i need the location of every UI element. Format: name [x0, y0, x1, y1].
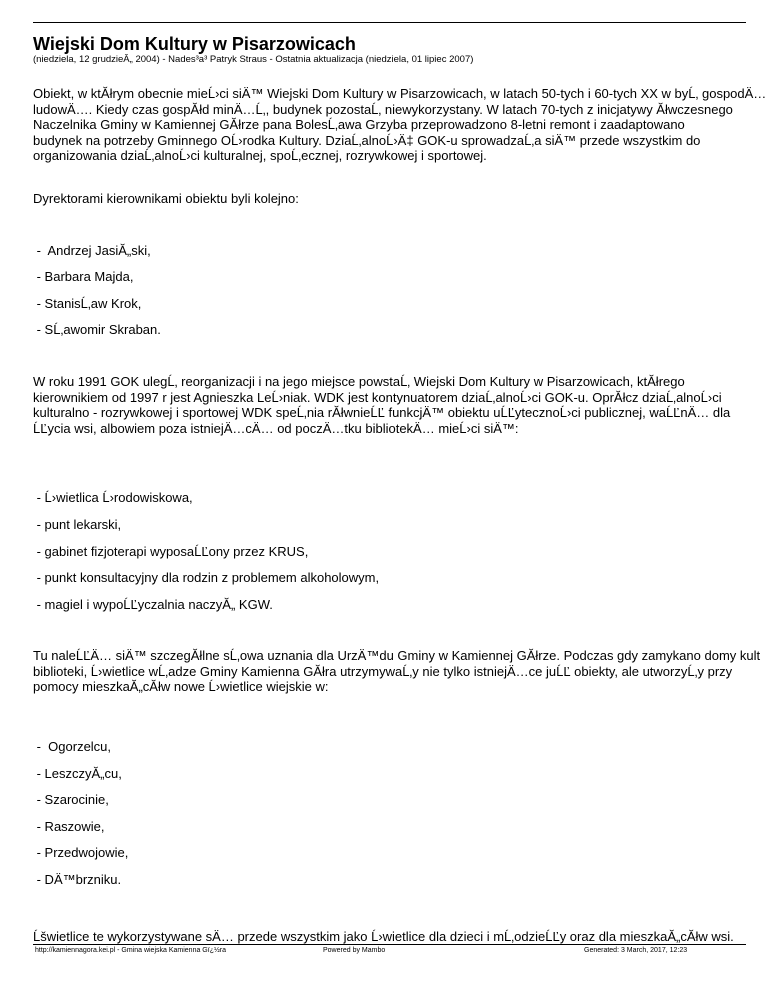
footer-rule — [33, 944, 746, 945]
list-item: - Szarocinie, — [33, 792, 109, 808]
document-body — [33, 34, 768, 888]
history-paragraph — [33, 374, 768, 436]
footer-site-url: http://kamiennagora.kei.pl - Gmina wiejska Kamienna Gï¿½ra — [35, 947, 227, 954]
list-item: - DÄ™brzniku. — [33, 872, 122, 888]
list-item: - Ĺ›wietlica Ĺ›rodowiskowa, — [33, 490, 193, 506]
closing-sentence: Ĺšwietlice te wykorzystywane sÄ… przede wszystkim jako Ĺ›wietlice dla dzieci i mĹ‚odzieĹĽy oraz dla mieszkaĂ„cĂłw wsi. — [33, 929, 734, 944]
text-line: organizowania dziaĹ‚alnoĹ›ci kulturalnej, spoĹ‚ecznej, rozrywkowej i sportowej. — [33, 148, 487, 164]
list-item: - LeszczyĂ„cu, — [33, 765, 122, 781]
text-line: budynek na potrzeby Gminnego OĹ›rodka Kultury. DziaĹ‚alnoĹ›Ä‡ GOK-u sprowadzaĹ‚a siÄ™ przede wszystkim do — [33, 132, 701, 148]
top-rule — [33, 22, 746, 23]
list-item: - magiel i wypoĹĽyczalnia naczyĂ„ KGW. — [33, 596, 273, 612]
list-item: - SĹ‚awomir Skraban. — [33, 322, 161, 338]
footer-generated-date: Generated: 3 March, 2017, 12:23 — [584, 947, 688, 954]
acknowledgement-paragraph — [33, 648, 768, 695]
text-line: ludowÄ…. Kiedy czas gospĂłd minÄ…Ĺ‚, budynek pozostaĹ‚ niewykorzystany. W latach 70-tych z inicjatywy Ăłwczesnego — [33, 101, 733, 117]
text-line: ĹĽycia wsi, albowiem poza istniejÄ…cÄ… od poczÄ…tku bibliotekÄ… mieĹ›ci siÄ™: — [33, 420, 519, 436]
text-line: Tu naleĹĽÄ… siÄ™ szczegĂłlne sĹ‚owa uznania dla UrzÄ™du Gminy w Kamiennej GĂłrze. Podczas gdy zamykano domy kult — [33, 648, 761, 664]
list-item: - Raszowie, — [33, 818, 105, 834]
list-item: - gabinet fizjoterapi wyposaĹĽony przez KRUS, — [33, 543, 309, 559]
intro-paragraph — [33, 86, 768, 164]
text-line: W roku 1991 GOK ulegĹ‚ reorganizacji i na jego miejsce powstaĹ‚ Wiejski Dom Kultury w Pisarzowicach, ktĂłrego — [33, 373, 685, 389]
facilities-list — [33, 490, 768, 612]
list-item: - Przedwojowie, — [33, 845, 129, 861]
text-line: kierownikiem od 1997 r jest Agnieszka LeĹ›niak. WDK jest kontynuatorem dziaĹ‚alnoĹ›ci GOK-u. OprĂłcz dziaĹ‚alnoĹ›ci — [33, 389, 722, 405]
article-meta: (niedziela, 12 grudzieĂ„ 2004) - Nades³a³ Patryk Straus - Ostatnia aktualizacja (niedziela, 01 lipiec 2007) — [33, 54, 474, 65]
list-item: - Andrzej JasiĂ„ski, — [33, 242, 151, 258]
list-item: - StanisĹ‚aw Krok, — [33, 295, 142, 311]
footer-powered-by: Powered by Mambo — [323, 947, 386, 954]
page-title: Wiejski Dom Kultury w Pisarzowicach — [33, 34, 356, 54]
directors-heading: Dyrektorami kierownikami obiektu byli kolejno: — [33, 190, 299, 206]
text-line: Naczelnika Gminy w Kamiennej GĂłrze pana BolesĹ‚awa Grzyba przeprowadzono 8-letni remont i zaadaptowano — [33, 117, 685, 133]
list-item: - punt lekarski, — [33, 516, 122, 532]
list-item: - Ogorzelcu, — [33, 739, 112, 755]
directors-list — [33, 243, 768, 338]
villages-list — [33, 739, 768, 888]
text-line: Obiekt, w ktĂłrym obecnie mieĹ›ci siÄ™ Wiejski Dom Kultury w Pisarzowicach, w latach 50-tych i 60-tych XX w byĹ‚ gospodÄ… — [33, 86, 767, 101]
text-line: pomocy mieszkaĂ„cĂłw nowe Ĺ›wietlice wiejskie w: — [33, 679, 329, 695]
text-line: biblioteki, Ĺ›wietlice wĹ‚adze Gminy Kamienna GĂłra utrzymywaĹ‚y nie tylko istniejÄ…ce juĹĽ obiekty, ale utworzyĹ‚y przy — [33, 663, 733, 679]
text-line: kulturalno - rozrywkowej i sportowej WDK speĹ‚nia rĂłwnieĹĽ funkcjÄ™ obiektu uĹĽytecznoĹ›ci publicznej, waĹĽnÄ… dla — [33, 405, 731, 421]
list-item: - Barbara Majda, — [33, 269, 134, 285]
list-item: - punkt konsultacyjny dla rodzin z problemem alkoholowym, — [33, 570, 380, 586]
